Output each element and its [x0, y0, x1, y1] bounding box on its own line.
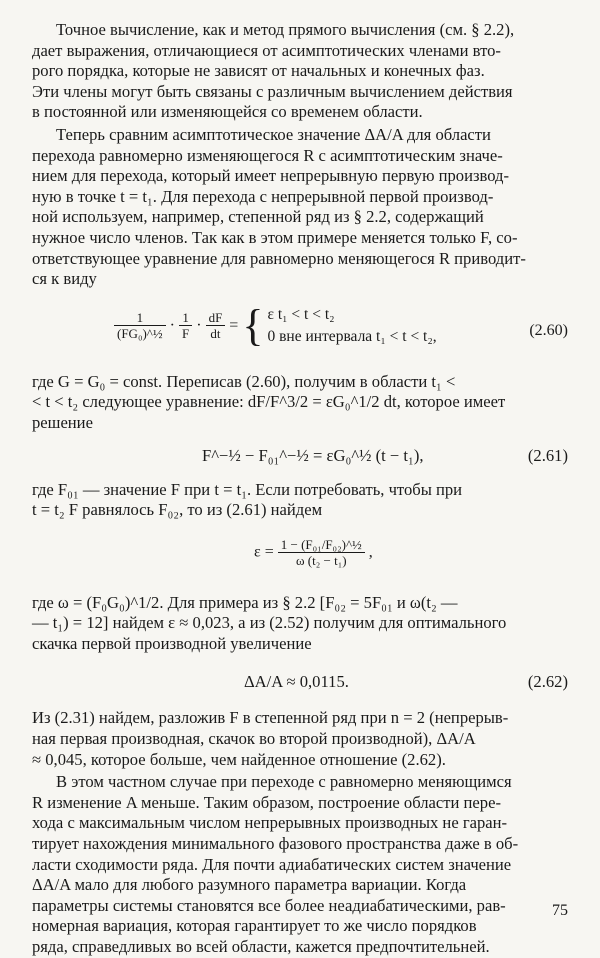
- cases: [267, 304, 436, 348]
- text-line: ответствующее уравнение для равномерно меняющегося R приводит-: [32, 248, 526, 268]
- numerator: dF: [206, 310, 226, 326]
- denominator: (FG₀)^½: [117, 326, 163, 342]
- formula: ΔA/A ≈ 0,0115.: [244, 672, 349, 692]
- formula-lhs: ε =: [254, 543, 274, 561]
- text-line: < t < t₂ следующее уравнение: dF/F^3/2 = εG₀^1/2 dt, которое имеет: [32, 392, 506, 412]
- formula: F^−½ − F₀₁^−½ = εG₀^½ (t − t₁),: [202, 445, 424, 465]
- text-line: решение: [32, 412, 93, 432]
- text-line: где F₀₁ — значение F при t = t₁. Если потребовать, чтобы при: [32, 479, 463, 499]
- text-line: ΔA/A мало для любого разумного параметра вариации. Когда: [32, 875, 467, 895]
- paragraph-4: [32, 480, 570, 521]
- text-line: R изменение A меньше. Таким образом, построение области пере-: [32, 792, 501, 812]
- text-line: где G = G₀ = const. Переписав (2.60), получим в области t₁ <: [32, 371, 456, 391]
- equation-number: (2.62): [527, 672, 568, 692]
- text-line: ряда, справедливых во всей области, кажется предпочтительней.: [32, 937, 490, 956]
- text-line: Теперь сравним асимптотическое значение ΔA/A для области: [56, 124, 491, 144]
- numerator: 1: [179, 310, 192, 326]
- case-line: ε t₁ < t < t₂: [267, 305, 335, 323]
- text-line: ся к виду: [32, 269, 97, 289]
- text-line: хода с максимальным числом непрерывных производных не гаран-: [32, 813, 508, 833]
- text-line: нием для перехода, который имеет непрерывную первую производ-: [32, 166, 510, 186]
- text-line: t = t₂ F равнялось F₀₂, то из (2.61) найдем: [32, 500, 323, 520]
- text-line: ≈ 0,045, которое больше, чем найденное отношение (2.62).: [32, 749, 446, 769]
- text-line: В этом частном случае при переходе с равномерно меняющимся: [56, 772, 512, 792]
- equation-2-60: $\frac{1}{\text{(FG₀)\textasciicircum{}½}}$ · $\frac{1}{F}$ · $\frac{dF}{dt}$ = { ε t₁ < t < t₂ 0 вне интервала t₁ < t < t₂, (2.60): [32, 300, 570, 368]
- denominator: ω (t₂ − t₁): [295, 552, 347, 568]
- paragraph-3: [32, 372, 570, 434]
- equation-2-62: [32, 672, 570, 700]
- paragraph-2: [32, 125, 570, 290]
- formula-tail: ,: [368, 543, 373, 561]
- brace: {: [242, 300, 264, 350]
- fraction: [206, 310, 226, 341]
- paragraph-7: [32, 772, 570, 957]
- denominator: dt: [210, 326, 221, 342]
- text-line: где ω = (F₀G₀)^1/2. Для примера из § 2.2 [F₀₂ = 5F₀₁ и ω(t₂ —: [32, 592, 458, 612]
- text-line: Эти члены могут быть связаны с различным вычислением действия: [32, 81, 513, 101]
- equation-number: (2.61): [527, 445, 568, 465]
- paragraph-5: [32, 593, 570, 655]
- paragraph-6: [32, 708, 570, 770]
- text-line: номерная вариация, которая гарантирует то же число порядков: [32, 916, 477, 936]
- case-line: 0 вне интервала t₁ < t < t₂,: [267, 327, 437, 345]
- text-line: ласти сходимости ряда. Для почти адиабатических систем значение: [32, 854, 512, 874]
- equation-epsilon: [32, 531, 570, 587]
- fraction: [179, 310, 192, 341]
- paragraph-1: [32, 20, 570, 123]
- text-line: параметры системы становятся все более неадиабатическими, рав-: [32, 895, 506, 915]
- text-line: ную в точке t = t₁. Для перехода с непрерывной первой производ-: [32, 186, 494, 206]
- equation-2-61: [32, 446, 570, 472]
- numerator: 1 − (F₀₁/F₀₂)^½: [278, 537, 365, 553]
- text-line: дает выражения, отличающиеся от асимптотических членами вто-: [32, 40, 501, 60]
- numerator: 1: [114, 310, 166, 326]
- fraction: [114, 310, 166, 341]
- fraction: [278, 537, 365, 568]
- text-line: ная первая производная, скачок во второй производной), ΔA/A: [32, 729, 476, 749]
- text-line: рого порядка, которые не зависят от начальных и конечных фаз.: [32, 61, 485, 81]
- text-line: Точное вычисление, как и метод прямого вычисления (см. § 2.2),: [56, 20, 515, 39]
- text-line: ной используем, например, степенной ряд из § 2.2, содержащий: [32, 207, 484, 227]
- text-line: в постоянной или изменяющейся со временем области.: [32, 102, 423, 122]
- text-line: Из (2.31) найдем, разложив F в степенной ряд при n = 2 (непрерыв-: [32, 708, 509, 728]
- text-line: тирует нахождения минимального фазового пространства даже в об-: [32, 834, 519, 854]
- equation-number: (2.60): [529, 321, 568, 339]
- text-line: нужное число членов. Так как в этом примере меняется только F, со-: [32, 227, 518, 247]
- page-number: 75: [552, 902, 568, 919]
- text-line: перехода равномерно изменяющегося R с асимптотическим значе-: [32, 145, 503, 165]
- text-line: скачка первой производной увеличение: [32, 633, 312, 653]
- text-line: — t₁) = 12] найдем ε ≈ 0,023, а из (2.52) получим для оптимального: [32, 613, 507, 633]
- denominator: F: [182, 326, 190, 342]
